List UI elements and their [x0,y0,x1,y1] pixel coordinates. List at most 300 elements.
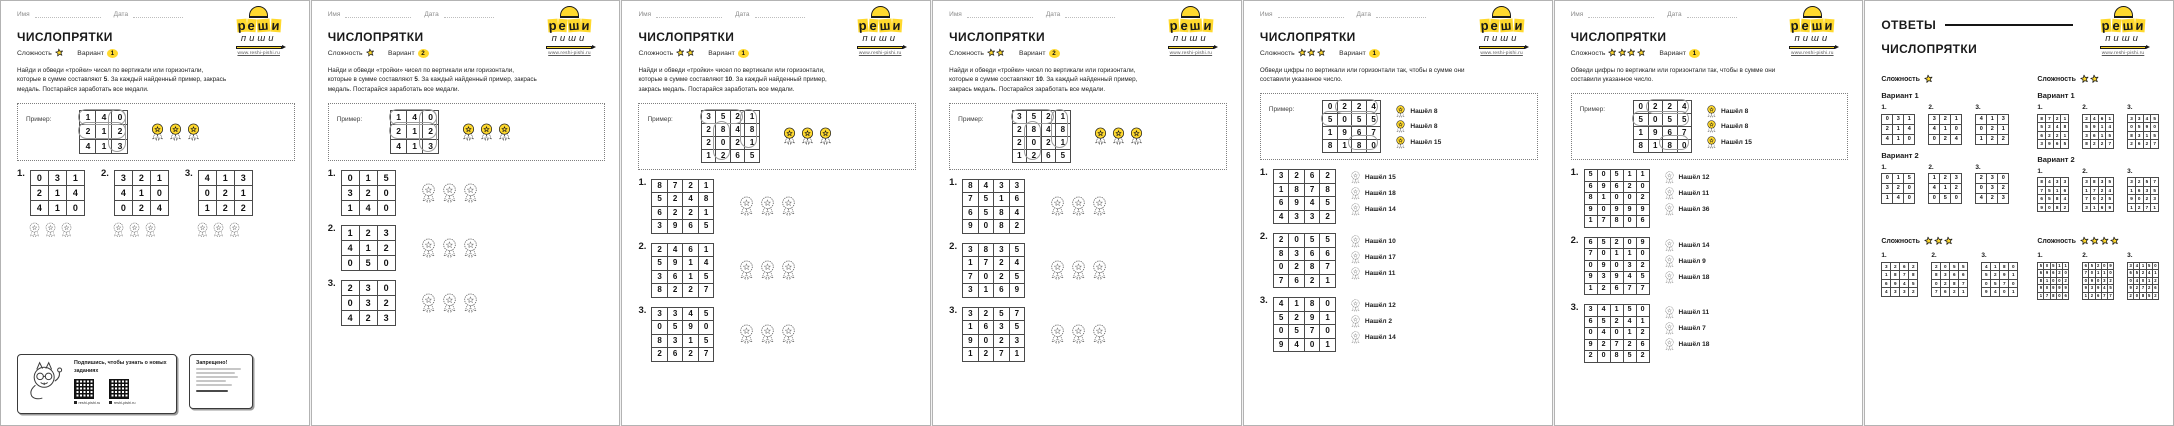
grid-cell: 8 [2083,140,2091,149]
star-icon [55,48,64,59]
grid-cell: 1 [407,125,423,140]
puzzle [17,170,85,238]
grid-cell: 2 [2143,140,2151,149]
grid-cell: 0 [652,321,668,335]
grid-cell: 4 [1304,197,1320,211]
grid-cell: 1 [391,110,407,125]
grid-cell: 9 [1584,339,1597,351]
grid-cell: 1 [2098,123,2106,132]
name-label: Имя [327,11,341,18]
grid-cell: 8 [2061,123,2069,132]
grid-cell: 5 [1366,114,1381,127]
difficulty-variant-row [17,48,295,59]
grid-cell: 2 [132,171,150,186]
number-grid [2037,262,2069,301]
grid-cell: 3 [1009,179,1025,193]
grid-cell: 1 [216,171,234,186]
example-grid-wrap [1633,100,1692,153]
grid-cell: 1 [1987,114,1998,124]
medal-outline-icon [1049,260,1066,280]
grid-cell: 9 [1273,338,1289,352]
grid-cell: 5 [1623,305,1636,317]
grid-cell: 3 [2129,262,2132,268]
grid-cell: 4 [2061,195,2069,204]
answers-section [1881,236,2031,304]
variant-label: Вариант [77,49,104,57]
grid-cell: 1 [2106,114,2114,123]
found-row [1350,331,1396,344]
date-fill-line [1065,10,1115,18]
variant-heading: Вариант 2 [2037,154,2075,164]
name-label: Имя [949,11,962,18]
date-fill-line [1687,10,1737,18]
puzzle-number: 3. [1259,295,1268,306]
grid-cell: 5 [1636,272,1649,284]
answer-grid-number: 2. [2082,167,2088,175]
grid-cell: 2 [1610,237,1623,249]
grid-cell: 2 [1950,288,1959,297]
medal-outline-icon [1350,331,1361,344]
page-title: ЧИСЛОПРЯТКИ [327,30,424,44]
answers-section [2037,236,2159,304]
puzzle-number: 1. [949,176,958,188]
grid-cell: 8 [1634,140,1649,153]
medal-outline-icon [1664,322,1675,335]
grid-cell: 6 [2090,131,2098,140]
grid-cell: 1 [2098,131,2106,140]
grid-cell: 5 [2046,195,2054,204]
grid-cell: 1 [1976,134,1987,144]
answer-grid-number: 1. [1881,163,1887,171]
grid-cell: 5 [2151,114,2159,123]
answer-grid-number: 1. [1881,104,1887,111]
grid-cell: 2 [1352,101,1367,114]
grid-cell: 6 [2154,285,2157,290]
grid-cell: 0 [2090,195,2098,204]
logo-letter: е [1179,17,1189,34]
found-row [1706,120,1752,133]
answer-grid-number: 1. [2037,252,2043,259]
medal-gold-icon [1395,105,1406,118]
grid-cell: 0 [2154,262,2157,268]
grid-cell: 3 [2083,203,2091,212]
grid-cell: 9 [1648,127,1663,140]
grid-cell: 1 [1893,174,1904,184]
answers-title: ОТВЕТЫ [1881,18,1937,32]
grid-cell: 9 [1623,204,1636,216]
title-rule [1945,24,2073,25]
name-date-row [638,10,916,18]
puzzle [101,170,169,238]
grid-cell: 4 [2143,114,2151,123]
number-grid [341,170,396,216]
grid-cell: 3 [1882,262,1891,271]
star-icon [2100,236,2109,247]
grid-cell: 9 [2128,195,2136,204]
grid-cell: 0 [2046,203,2054,212]
grid-cell: 0 [150,186,168,201]
logo-letter: ш [1189,17,1203,34]
grid-cell: 3 [359,296,377,311]
star-icon [2080,74,2089,85]
grid-cell: 5 [652,193,668,207]
logo-letter: е [2111,17,2121,34]
puzzle-number: 2. [1259,231,1268,242]
grid-cell: 7 [2106,140,2114,149]
variant-label: Вариант [1018,49,1046,57]
grid-cell: 7 [1959,279,1968,288]
number-grid [651,179,714,234]
page-title: ЧИСЛОПРЯТКИ [17,30,113,44]
grid-cell: 2 [1623,181,1636,193]
instruction-text: Найди и обведи «тройки» чисел по вертикали или горизонтали, которые в сумме составляют 5. За каждый найденный пример, закрась медаль. Постарайся заработать все медали. [327,66,537,93]
fine-print-line [196,372,235,374]
grid-cell: 1 [1623,170,1636,182]
grid-cell: 4 [66,186,84,201]
grid-cell: 6 [1320,247,1336,261]
grid-cell: 1 [1959,288,1968,297]
grid-cell: 0 [1320,325,1336,339]
grid-cell: 4 [1623,272,1636,284]
logo-letter: р [1479,17,1490,34]
grid-cell: 3 [1998,194,2009,204]
grid-cell: 0 [1677,140,1692,153]
grid-cell: 4 [391,139,407,154]
page-title: ЧИСЛОПРЯТКИ [1570,30,1667,44]
grid-cell: 6 [652,206,668,220]
grid-cell: 5 [2090,262,2094,268]
difficulty-label: Сложность [2037,238,2076,245]
grid-cell: 2 [2143,195,2151,204]
grid-cell: 5 [1027,110,1042,123]
grid-cell: 1 [2096,270,2100,275]
grid-cell: 5 [1909,279,1918,288]
medal-gold-icon [1706,120,1717,133]
logo-letter: р [236,17,247,34]
medal-outline-icon [112,222,125,238]
grid-cell: 6 [2039,270,2043,275]
grid-cell: 2 [1337,101,1352,114]
grid-cell: 3 [2103,277,2106,283]
grid-cell: 1 [701,149,716,162]
instruction-text: Обведи цифры по вертикали или горизонтали так, чтобы в сумме они составили указанное число. [1570,66,1776,84]
grid-cell: 2 [216,201,234,216]
grid-cell: 8 [2053,203,2061,212]
grid-cell: 9 [963,220,979,234]
puzzle [638,240,916,298]
grid-cell: 3 [701,110,716,123]
grid-cell: 4 [2135,277,2139,283]
grid-cell: 4 [698,257,714,271]
logo-letter: р [1168,17,1179,34]
puzzle-medals [738,260,797,280]
grid-cell: 8 [2128,131,2136,140]
found-label: Нашёл 7 [1678,325,1706,332]
grid-cell: 8 [652,334,668,348]
grid-cell: 7 [2141,285,2145,290]
grid-cell: 4 [2046,178,2054,187]
grid-cell: 5 [1597,316,1610,328]
logo-text-bottom: пиши [551,33,588,44]
grid-cell: 1 [1009,348,1025,362]
found-row [1664,306,1710,319]
star-icon [1924,236,1933,247]
number-grid [1881,173,1915,204]
medal-outline-icon [441,183,458,203]
logo-letter: ш [257,17,271,34]
difficulty-label: Сложность [638,49,674,57]
grid-cell: 8 [716,123,731,136]
grid-cell: 2 [377,241,395,256]
grid-cell: 0 [1882,114,1893,124]
grid-cell: 0 [2058,292,2061,298]
grid-cell: 6 [1636,216,1649,228]
grid-cell: 4 [1893,194,1904,204]
grid-cell: 3 [341,186,359,201]
grid-cell: 3 [652,307,668,321]
subscribe-text: Подпишись, чтобы узнать о новых заданиях [74,360,167,374]
number-grid [1975,114,2009,145]
answer-grid-number: 2. [1928,104,1934,111]
grid-cell: 8 [2038,114,2046,123]
variant-heading: Вариант 1 [2037,91,2075,100]
medal-outline-icon [780,324,797,344]
grid-cell: 7 [2143,203,2151,212]
fine-print-line [196,368,241,370]
grid-cell: 3 [2098,178,2106,187]
number-grid [79,110,128,155]
grid-cell: 2 [132,201,150,216]
grid-cell: 6 [683,220,699,234]
grid-cell: 6 [1352,127,1367,140]
grid-cell: 8 [745,123,760,136]
grid-cell: 7 [2083,195,2091,204]
answer-grid [1881,164,1915,205]
medal-outline-icon [60,222,73,238]
grid-cell: 6 [2098,114,2106,123]
grid-cell: 0 [1976,124,1987,134]
grid-cell: 2 [2098,186,2106,195]
difficulty-stars [676,48,694,59]
grid-cell: 7 [1304,183,1320,197]
grid-cell: 0 [1623,216,1636,228]
difficulty-stars [55,48,64,59]
star-icon [2090,236,2099,247]
found-row [1706,105,1752,118]
answer-grid [1928,164,1962,205]
star-icon [996,48,1005,59]
grid-cell: 3 [2083,131,2091,140]
grid-cell: 5 [1352,114,1367,127]
grid-cell: 5 [1991,279,2000,288]
number-grid [2127,177,2159,212]
grid-cell: 6 [1610,283,1623,295]
grid-cell: 1 [1882,271,1891,280]
difficulty-stars [1298,48,1326,59]
medal-outline-icon [228,222,241,238]
grid-cell: 0 [1648,114,1663,127]
grid-cell: 3 [1584,305,1597,317]
variant-badge: 1 [1689,49,1700,58]
grid-cell: 7 [963,270,979,284]
grid-cell: 0 [1929,194,1940,204]
found-row [1350,267,1396,280]
grid-cell: 1 [963,348,979,362]
grid-cell: 2 [359,226,377,241]
grid-cell: 2 [730,136,745,149]
grid-cell: 0 [2052,277,2055,283]
example-box [638,103,916,170]
grid-cell: 9 [2143,123,2151,132]
name-fill-line [1588,10,1654,18]
medal-gold-icon [1395,136,1406,149]
answer-grid-number: 2. [2082,252,2088,259]
grid-cell: 3 [377,226,395,241]
grid-cell: 1 [1056,136,1071,149]
example-label: Пример: [1268,106,1295,113]
grid-cell: 0 [112,110,128,125]
difficulty-stars [366,48,375,59]
grid-cell: 2 [1636,351,1649,363]
grid-cell: 3 [377,311,395,326]
grid-cell: 0 [1273,261,1289,275]
grid-cell: 1 [2128,203,2136,212]
number-grid [701,110,760,163]
grid-cell: 5 [698,220,714,234]
grid-cell: 0 [377,201,395,216]
number-grid [1584,304,1650,363]
grid-cell: 6 [2135,186,2143,195]
grid-cell: 6 [978,321,994,335]
grid-cell: 4 [2135,262,2139,268]
name-fill-line [656,10,722,18]
variant-label: Вариант [1659,49,1686,57]
logo-letter: ш [567,17,581,34]
date-label: Дата [735,11,750,18]
grid-cell: 6 [2064,292,2067,298]
logo-letter: и [2134,17,2145,34]
grid-cell: 1 [2141,262,2145,268]
grid-cell: 2 [1909,288,1918,297]
logo-letter: р [547,17,558,34]
logo-text-bottom: пиши [862,33,898,44]
logo-url: www.reshi-pishi.ru [237,51,280,56]
grid-cell: 3 [1987,184,1998,194]
number-grid [1012,110,1071,163]
page-content [1244,1,1552,369]
grid-cell: 1 [66,171,84,186]
grid-cell: 5 [2039,262,2043,268]
grid-cell: 0 [2128,123,2136,132]
grid-cell: 1 [2128,186,2136,195]
grid-cell: 2 [994,257,1010,271]
puzzle [949,304,1227,362]
grid-cell: 2 [1891,262,1900,271]
puzzle-head [101,170,169,216]
grid-cell: 1 [2061,131,2069,140]
qr-block [109,379,135,405]
logo-url: www.reshi-pishi.ru [858,51,902,56]
date-label: Дата [1045,11,1061,18]
grid-cell: 4 [1366,101,1381,114]
fine-print-line [196,384,232,386]
grid-cell: 1 [96,139,112,154]
medal-gold-icon [1129,127,1144,145]
grid-cell: 3 [1893,114,1904,124]
grid-cell: 4 [1597,305,1610,317]
puzzle [949,240,1227,298]
grid-cell: 8 [994,206,1010,220]
grid-cell: 1 [1929,174,1940,184]
grid-cell: 5 [2151,186,2159,195]
grid-cell: 4 [2106,186,2114,195]
grid-cell: 2 [2053,131,2061,140]
number-grid [1975,173,2009,204]
grid-cell: 6 [1273,197,1289,211]
grid-cell: 8 [1909,271,1918,280]
medal-gold-icon [800,127,815,145]
example-box [1571,93,1849,160]
worksheet-page-6 [1554,0,1864,426]
grid-cell: 4 [1991,288,2000,297]
puzzle-number: 1. [1570,167,1579,178]
grid-cell: 9 [2064,285,2067,290]
grid-cell: 2 [683,179,699,193]
medal-gold-icon [479,123,494,141]
grid-cell: 9 [2038,203,2046,212]
logo-text-bottom: пиши [240,33,277,44]
answer-grid [2127,104,2159,149]
grid-cell: 3 [994,321,1010,335]
grid-cell: 9 [1009,284,1025,298]
grid-cell: 3 [1941,271,1950,280]
found-row [1350,171,1396,184]
grid-cell: 4 [1900,279,1909,288]
grid-cell: 2 [1636,260,1649,272]
grid-cell: 5 [1959,262,1968,271]
star-icon [2090,74,2099,85]
grid-cell: 0 [2141,277,2145,283]
grid-cell: 0 [198,186,216,201]
grid-cell: 4 [2053,123,2061,132]
puzzle-number: 2. [327,223,336,235]
grid-cell: 2 [2090,140,2098,149]
grid-cell: 5 [1940,194,1951,204]
medal-outline-icon [196,222,209,238]
grid-cell: 1 [1882,194,1893,204]
grid-cell: 7 [994,348,1010,362]
puzzle [185,170,253,238]
grid-cell: 2 [667,284,683,298]
grid-cell: 1 [683,270,699,284]
number-grid [2082,114,2114,149]
difficulty-variant-row [1260,48,1538,59]
grid-cell: 0 [1273,325,1289,339]
found-row [1350,251,1396,264]
grid-cell: 2 [1041,136,1056,149]
grid-cell: 2 [730,110,745,123]
star-icon [1618,48,1627,59]
grid-cell: 0 [377,256,395,271]
found-label: Нашёл 15 [1721,138,1752,146]
grid-cell: 3 [1012,110,1027,123]
grid-cell: 4 [407,110,423,125]
grid-cell: 8 [1304,261,1320,275]
medal-outline-icon [420,238,437,258]
star-icon [1298,48,1307,59]
answers-page [1864,0,2174,426]
grid-cell: 9 [2129,285,2132,290]
